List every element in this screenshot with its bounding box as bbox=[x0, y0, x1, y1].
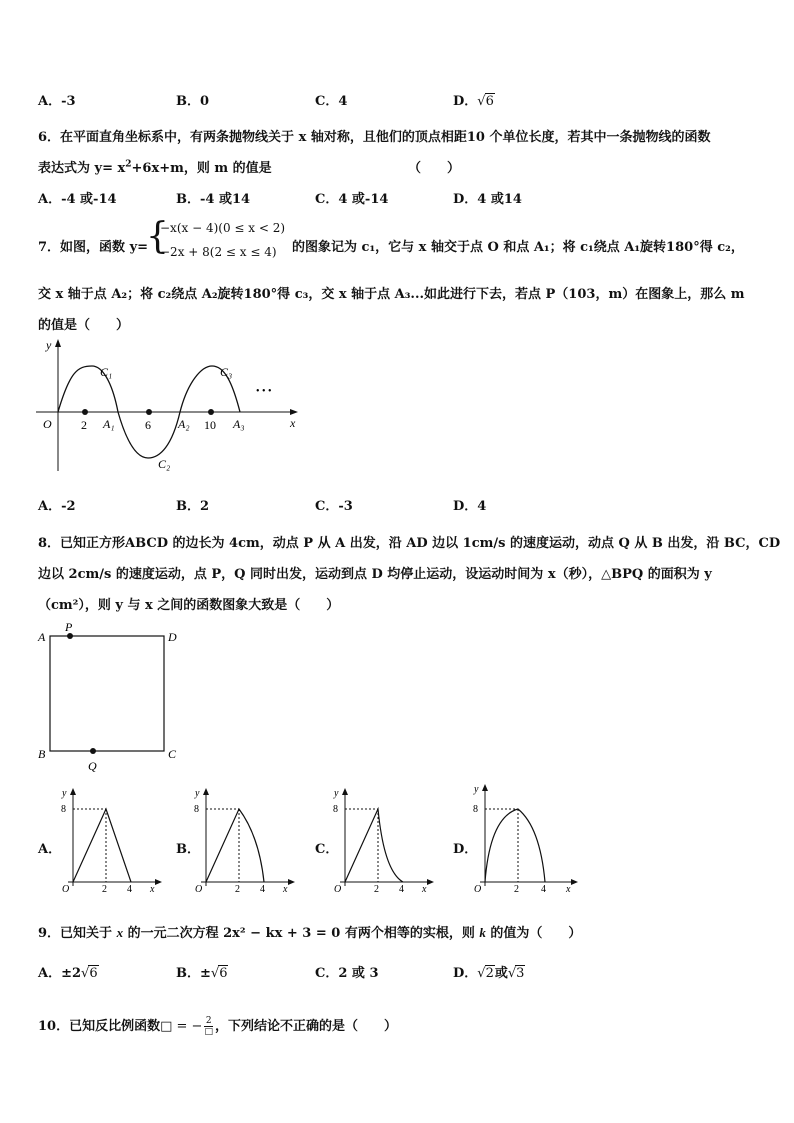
q9-option-d: D．√2或√3 bbox=[453, 966, 525, 981]
q8d-label-4: 4 bbox=[541, 884, 546, 894]
q8a-label-4: 4 bbox=[127, 884, 132, 894]
q9-option-b: B．±√6 bbox=[176, 966, 228, 981]
q8d-label-2: 2 bbox=[514, 884, 519, 894]
q7-tick-10: 10 bbox=[204, 418, 216, 432]
q5-option-a: A．-3 bbox=[38, 94, 76, 109]
q8-label-b: B bbox=[38, 747, 46, 761]
q8a-y-arrow bbox=[70, 788, 76, 795]
q8b-label-o: O bbox=[195, 884, 203, 894]
q8-line2: 边以 2cm/s 的速度运动，点 P，Q 同时出发，运动到点 D 均停止运动，设运动时间为 x（秒），△BPQ 的面积为 y bbox=[38, 567, 712, 582]
q7-label-c1: C₁ bbox=[100, 365, 113, 379]
q8-line1: 8．已知正方形ABCD 的边长为 4cm，动点 P 从 A 出发，沿 AD 边以 1cm/s 的速度运动，动点 Q 从 B 出发，沿 BC，CD bbox=[38, 536, 781, 551]
q5-option-d: D．√6 bbox=[453, 94, 494, 109]
q10-fraction-den: □ bbox=[204, 1027, 213, 1037]
q8c-label-4: 4 bbox=[399, 884, 404, 894]
q7-graph bbox=[30, 336, 310, 474]
q8a-label-y: y bbox=[62, 788, 67, 799]
q7-line2: 交 x 轴于点 A₂；将 c₂绕点 A₂旋转180°得 c₃，交 x 轴于点 A₃...如此进行下去，若点 P（103，m）在图象上，那么 m bbox=[38, 287, 745, 302]
q8d-label-x: x bbox=[566, 884, 571, 894]
q7-case1: −x(x − 4)(0 ≤ x < 2) bbox=[160, 221, 286, 235]
q9-option-d-rad1: 2 bbox=[485, 966, 494, 981]
q8c-label-8: 8 bbox=[333, 804, 338, 815]
q9-option-d-rad2: 3 bbox=[516, 966, 525, 981]
q9-option-a-rad: 6 bbox=[89, 966, 98, 981]
q7-tick-6: 6 bbox=[145, 418, 151, 432]
q6-option-c: C．4 或-14 bbox=[315, 192, 389, 207]
q8a-label-o: O bbox=[62, 884, 70, 894]
q8b-y-arrow bbox=[203, 788, 209, 795]
q8d-y-arrow bbox=[482, 784, 488, 791]
q8-label-a: A bbox=[38, 630, 46, 644]
q6-line2-prefix: 表达式为 y= x bbox=[38, 161, 126, 176]
q8d-x-arrow bbox=[571, 879, 578, 885]
q8-graph-a bbox=[58, 786, 166, 894]
q9-suffix: 的值为（ ） bbox=[485, 926, 582, 941]
q8b-label-4: 4 bbox=[260, 884, 265, 894]
q8b-curve bbox=[206, 809, 264, 882]
q9-mid: 的一元二次方程 2x² − kx + 3 = 0 有两个相等的实根，则 bbox=[123, 926, 480, 941]
q9-prefix: 9．已知关于 bbox=[38, 926, 117, 941]
q10-fraction bbox=[204, 1016, 213, 1037]
q9-option-d-prefix: D． bbox=[453, 966, 478, 981]
q8c-label-2: 2 bbox=[374, 884, 379, 894]
q7-option-b: B．2 bbox=[176, 499, 210, 514]
q5-option-d-radicand: 6 bbox=[485, 94, 494, 109]
q10-prefix: 10．已知反比例函数 bbox=[38, 1019, 161, 1034]
q7-label-a1: A₁ bbox=[103, 417, 115, 431]
q8-label-c: C bbox=[168, 747, 177, 761]
q7-suffix: 的图象记为 c₁，它与 x 轴交于点 O 和点 A₁；将 c₁绕点 A₁旋转180°得 c₂， bbox=[292, 240, 744, 255]
q6-option-a: A．-4 或-14 bbox=[38, 192, 117, 207]
q9-option-b-prefix: B．± bbox=[176, 966, 211, 981]
q8d-curve bbox=[485, 809, 545, 882]
q10-suffix: ，下列结论不正确的是（ ） bbox=[214, 1019, 397, 1034]
q7-ellipsis: • • • bbox=[256, 386, 272, 397]
q8b-label-8: 8 bbox=[194, 804, 199, 815]
q7-tick-2: 2 bbox=[81, 418, 87, 432]
q7-case2: −2x + 8(2 ≤ x ≤ 4) bbox=[160, 245, 277, 259]
q7-option-d: D．4 bbox=[453, 499, 487, 514]
q7-label-a3: A₃ bbox=[233, 417, 245, 431]
q6-line2 bbox=[38, 157, 272, 176]
q8a-x-arrow bbox=[155, 879, 162, 885]
q5-option-b: B．0 bbox=[176, 94, 210, 109]
q9-option-b-rad: 6 bbox=[219, 966, 228, 981]
q6-line2-suffix: +6x+m，则 m 的值是 bbox=[131, 161, 272, 176]
q8d-label-o: O bbox=[474, 884, 482, 894]
q7-label-c2: C₂ bbox=[158, 457, 171, 471]
q8c-y-arrow bbox=[342, 788, 348, 795]
q7-label-c3: C₃ bbox=[220, 365, 233, 379]
q7-point-6 bbox=[146, 409, 152, 415]
q9-var-x: x bbox=[116, 925, 124, 940]
q8a-label-2: 2 bbox=[102, 884, 107, 894]
q5-option-c: C．4 bbox=[315, 94, 348, 109]
q7-brace: { bbox=[146, 216, 169, 257]
q8-option-d: D． bbox=[453, 842, 478, 857]
q8-option-c: C． bbox=[315, 842, 339, 857]
q9-option-d-mid: 或 bbox=[494, 966, 508, 981]
q7-label-x: x bbox=[290, 416, 296, 430]
q8c-x-arrow bbox=[427, 879, 434, 885]
q8d-label-8: 8 bbox=[473, 804, 478, 815]
q8-option-a: A． bbox=[38, 842, 62, 857]
q7-point-10 bbox=[208, 409, 214, 415]
q9-var-k: k bbox=[479, 925, 486, 940]
q8b-x-arrow bbox=[288, 879, 295, 885]
q7-label-o: O bbox=[43, 417, 52, 431]
q8d-label-y: y bbox=[474, 784, 479, 795]
q8-graph-c bbox=[330, 786, 438, 894]
q6-line2-sup: 2 bbox=[125, 159, 132, 170]
q7-y-arrow bbox=[55, 339, 61, 347]
q8c-curve bbox=[345, 809, 403, 882]
q7-label-y: y bbox=[46, 338, 52, 352]
q10-func: □ = − bbox=[160, 1019, 203, 1034]
q8-square bbox=[50, 636, 164, 751]
q10-stem bbox=[38, 1015, 397, 1037]
q6-line1: 6．在平面直角坐标系中，有两条抛物线关于 x 轴对称，且他们的顶点相距10 个单位长度，若其中一条抛物线的函数 bbox=[38, 130, 711, 145]
q8b-label-y: y bbox=[195, 788, 200, 799]
q6-paren: （ ） bbox=[408, 161, 461, 176]
q8-line3: （cm²），则 y 与 x 之间的函数图象大致是（ ） bbox=[38, 598, 340, 613]
q9-option-a: A．±2√6 bbox=[38, 966, 98, 981]
q9-option-c: C．2 或 3 bbox=[315, 966, 379, 981]
q10-fraction-num: 2 bbox=[205, 1016, 212, 1026]
q9-stem bbox=[38, 922, 581, 941]
q8b-label-x: x bbox=[283, 884, 288, 894]
q6-option-d: D．4 或14 bbox=[453, 192, 522, 207]
q8a-label-8: 8 bbox=[61, 804, 66, 815]
q8-label-q: Q bbox=[88, 759, 97, 773]
q7-option-c: C．-3 bbox=[315, 499, 353, 514]
q8-option-b: B． bbox=[176, 842, 200, 857]
q8-graph-d bbox=[470, 782, 582, 894]
q8b-label-2: 2 bbox=[235, 884, 240, 894]
q8a-curve bbox=[73, 809, 131, 882]
q5-option-d-label: D． bbox=[453, 94, 478, 109]
q8-label-p: P bbox=[65, 620, 73, 634]
q9-option-a-prefix: A．±2 bbox=[38, 966, 82, 981]
q8-point-q bbox=[90, 748, 96, 754]
q8c-label-x: x bbox=[422, 884, 427, 894]
q7-option-a: A．-2 bbox=[38, 499, 76, 514]
q7-line3: 的值是（ ） bbox=[38, 318, 130, 333]
q8a-label-x: x bbox=[150, 884, 155, 894]
q6-option-b: B．-4 或14 bbox=[176, 192, 251, 207]
q7-x-arrow bbox=[290, 409, 298, 415]
q8-graph-b bbox=[191, 786, 299, 894]
q7-point-2 bbox=[82, 409, 88, 415]
q8-label-d: D bbox=[168, 630, 177, 644]
q8-square-figure bbox=[30, 618, 200, 778]
q7-label-a2: A₂ bbox=[178, 417, 190, 431]
q7-prefix: 7．如图，函数 y= bbox=[38, 240, 149, 255]
q8c-label-o: O bbox=[334, 884, 342, 894]
q8c-label-y: y bbox=[334, 788, 339, 799]
